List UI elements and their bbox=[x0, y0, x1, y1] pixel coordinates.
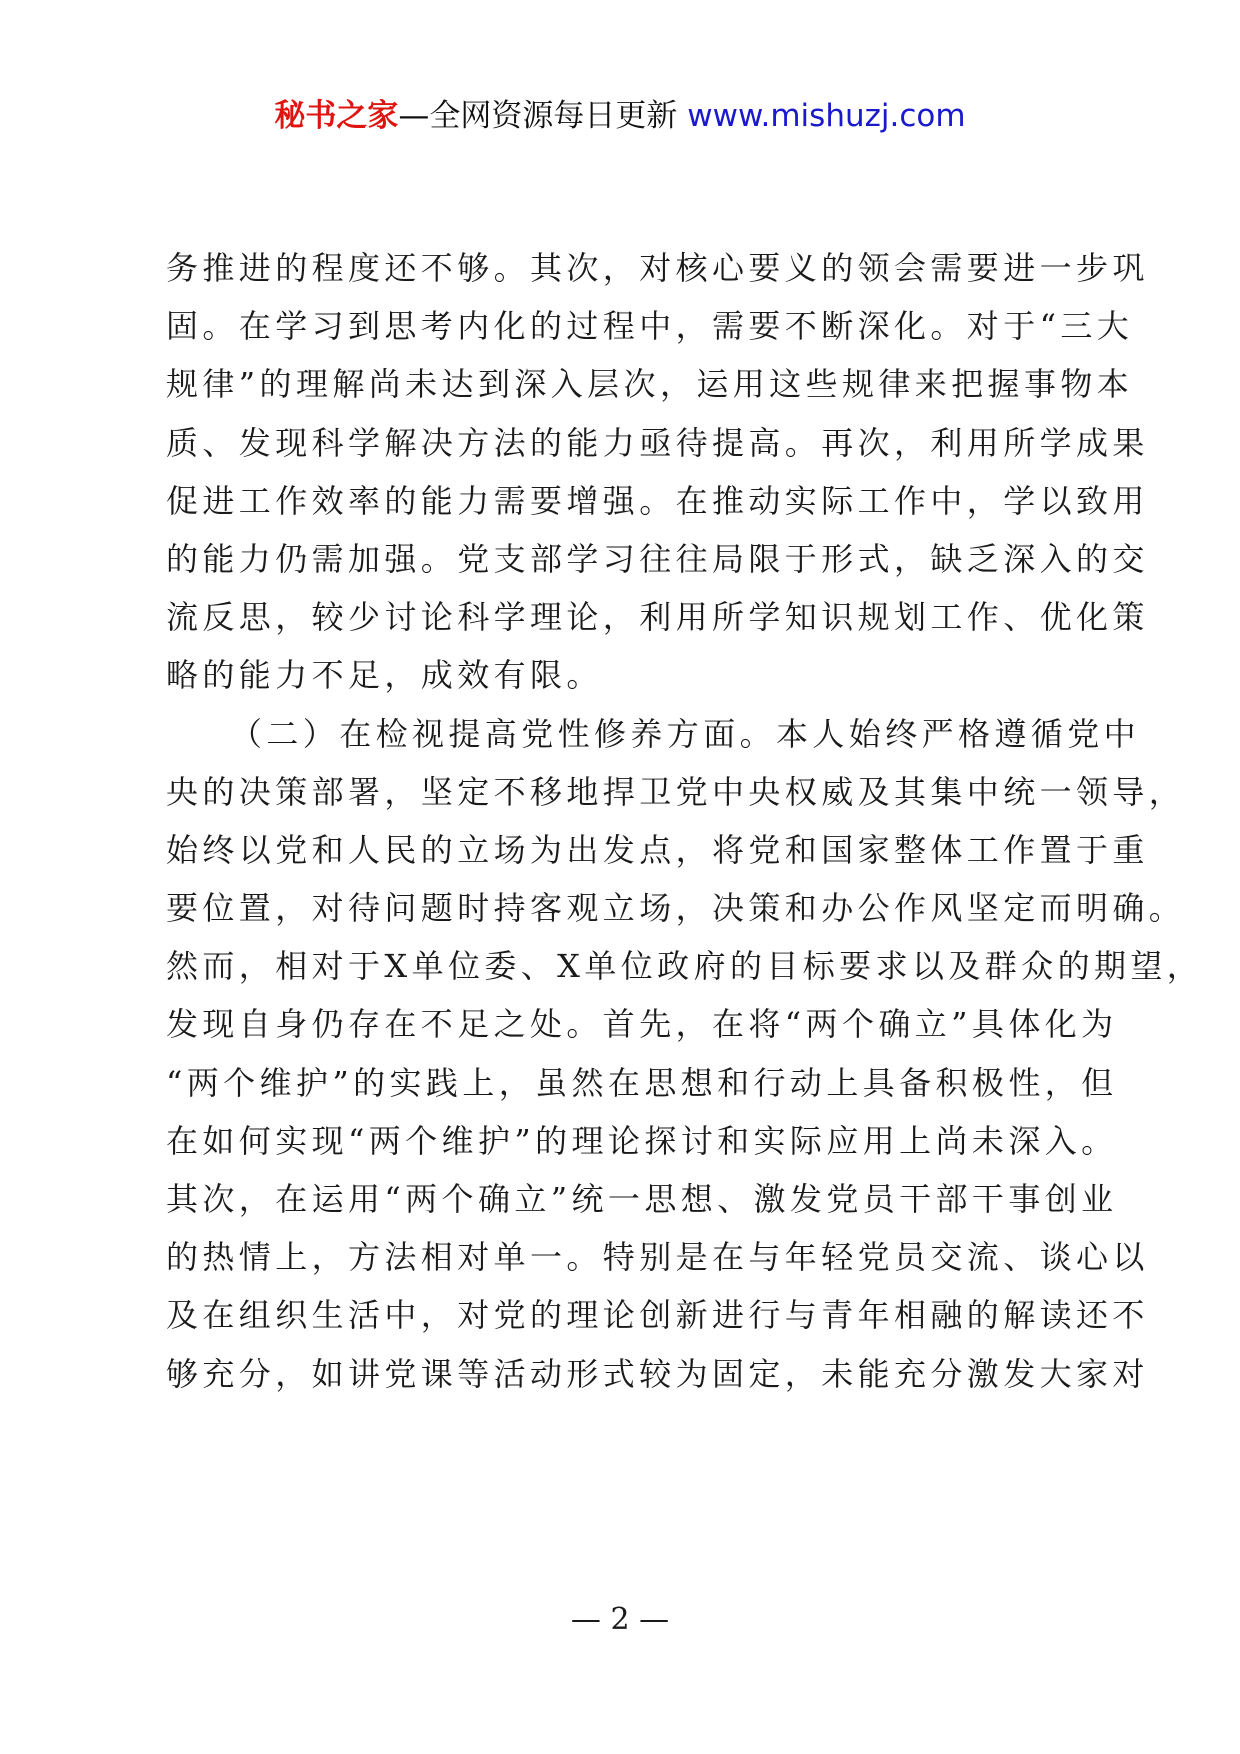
body-line: 的热情上，方法相对单一。特别是在与年轻党员交流、谈心以 bbox=[166, 1238, 1149, 1277]
banner-slogan: —全网资源每日更新 bbox=[398, 98, 688, 134]
site-url-link[interactable]: www.mishuzj.com bbox=[687, 98, 966, 134]
body-line: 够充分，如讲党课等活动形式较为固定，未能充分激发大家对 bbox=[166, 1354, 1149, 1393]
body-line: “两个维护”的实践上，虽然在思想和行动上具备积极性，但 bbox=[166, 1063, 1118, 1102]
body-line: 发现自身仍存在不足之处。首先，在将“两个确立”具体化为 bbox=[166, 1005, 1118, 1044]
document-body bbox=[166, 239, 1204, 1403]
body-line: 央的决策部署，坚定不移地捍卫党中央权威及其集中统一领导， bbox=[166, 772, 1186, 811]
body-line: 要位置，对待问题时持客观立场，决策和办公作风坚定而明确。 bbox=[166, 889, 1186, 928]
body-line: 务推进的程度还不够。其次，对核心要义的领会需要进一步巩 bbox=[166, 249, 1149, 287]
body-line: 始终以党和人民的立场为出发点，将党和国家整体工作置于重 bbox=[166, 830, 1149, 869]
paragraph-end-line: 略的能力不足，成效有限。 bbox=[166, 656, 603, 695]
site-banner bbox=[0, 96, 1240, 136]
body-line: 的能力仍需加强。党支部学习往往局限于形式，缺乏深入的交 bbox=[166, 539, 1149, 578]
body-line: 其次，在运用“两个确立”统一思想、激发党员干部干事创业 bbox=[166, 1180, 1118, 1218]
brand-name: 秘书之家 bbox=[274, 98, 399, 134]
section-heading-line: （二）在检视提高党性修养方面。本人始终严格遵循党中 bbox=[230, 714, 1141, 753]
body-line: 促进工作效率的能力需要增强。在推动实际工作中，学以致用 bbox=[166, 481, 1149, 520]
body-line: 流反思，较少讨论科学理论，利用所学知识规划工作、优化策 bbox=[166, 598, 1149, 637]
body-line: 固。在学习到思考内化的过程中，需要不断深化。对于“三大 bbox=[166, 307, 1134, 346]
body-line: 规律”的理解尚未达到深入层次，运用这些规律来把握事物本 bbox=[166, 365, 1134, 404]
page-number: — 2 — bbox=[570, 1602, 670, 1637]
body-line: 在如何实现“两个维护”的理论探讨和实际应用上尚未深入。 bbox=[166, 1121, 1118, 1160]
body-line: 质、发现科学解决方法的能力亟待提高。再次，利用所学成果 bbox=[166, 423, 1149, 462]
body-line: 然而，相对于X单位委、X单位政府的目标要求以及群众的期望， bbox=[166, 947, 1204, 986]
body-line: 及在组织生活中，对党的理论创新进行与青年相融的解读还不 bbox=[166, 1296, 1149, 1335]
